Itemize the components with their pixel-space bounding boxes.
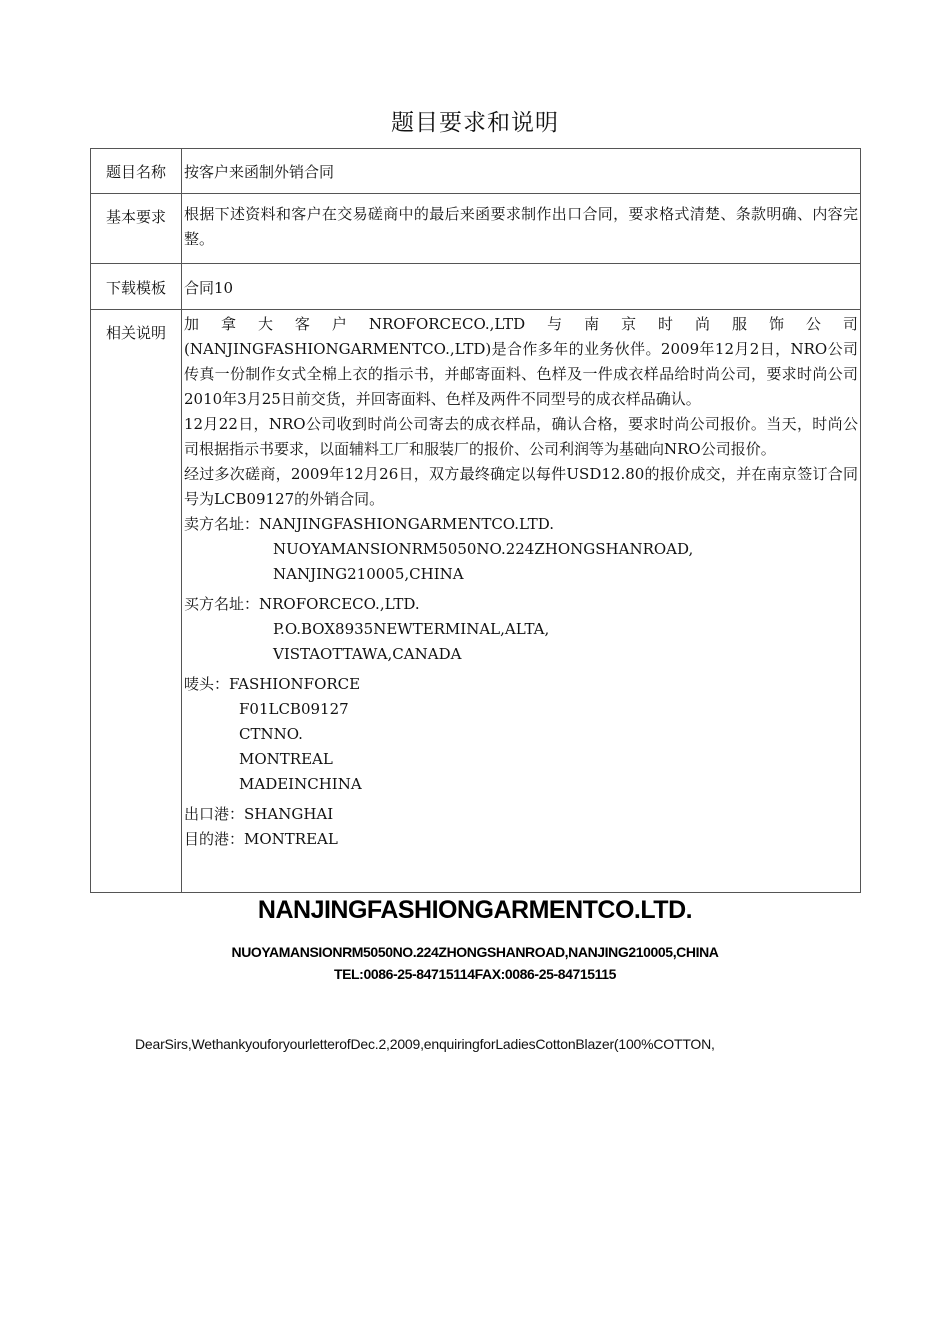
row-label xyxy=(91,310,182,893)
marks-block xyxy=(184,672,858,797)
intro-token: NROFORCECO.,LTD xyxy=(368,315,526,333)
buyer-label: 买方名址： xyxy=(184,595,260,613)
intro-token: 南 xyxy=(584,315,600,333)
letter-greeting: DearSirs,WethankyouforyourletterofDec.2,2009,enquiringforLadiesCottonBlazer(100%COTTON, xyxy=(135,1036,715,1052)
intro-token: 公 xyxy=(805,315,821,333)
label-text: 基本要求 xyxy=(105,208,166,226)
marks-line: FASHIONFORCE xyxy=(229,675,361,693)
letterhead-contact: TEL:0086-25-84715114FAX:0086-25-84715115 xyxy=(333,966,617,982)
row-label xyxy=(91,194,182,263)
letterhead-address: NUOYAMANSIONRM5050NO.224ZHONGSHANROAD,NANJING210005,CHINA xyxy=(231,944,719,960)
seller-label: 卖方名址： xyxy=(184,515,260,533)
requirements-table xyxy=(90,148,861,893)
value-text: 按客户来函制外销合同 xyxy=(184,163,335,181)
letterhead-company: NANJINGFASHIONGARMENTCO.LTD. xyxy=(257,896,693,924)
table-row-title xyxy=(91,149,860,194)
buyer-line: NROFORCECO.,LTD. xyxy=(259,595,420,613)
seller-line: NANJING210005,CHINA xyxy=(273,565,464,583)
intro-token: 大 xyxy=(257,315,273,333)
port-dest-label: 目的港： xyxy=(184,830,245,848)
ports-block xyxy=(184,802,858,852)
seller-line: NANJINGFASHIONGARMENTCO.LTD. xyxy=(259,515,554,533)
intro-token: 户 xyxy=(331,315,347,333)
intro-token: 加 xyxy=(184,315,200,333)
intro-token: 尚 xyxy=(695,315,711,333)
page-title: 题目要求和说明 xyxy=(391,110,559,136)
port-dest-value: MONTREAL xyxy=(244,830,338,848)
row-label xyxy=(91,264,182,309)
label-text: 相关说明 xyxy=(105,324,166,342)
marks-line: MADEINCHINA xyxy=(239,775,362,793)
port-load-value: SHANGHAI xyxy=(244,805,334,823)
notes-paragraph-3: 经过多次磋商，2009年12月26日，双方最终确定以每件USD12.80的报价成交，并在南京签订合同号为LCB09127的外销合同。 xyxy=(184,465,858,508)
table-row-requirement xyxy=(91,194,860,264)
row-label xyxy=(91,149,182,193)
notes-content xyxy=(182,312,860,852)
port-load-label: 出口港： xyxy=(184,805,245,823)
marks-line: MONTREAL xyxy=(239,750,333,768)
value-text: 根据下述资料和客户在交易磋商中的最后来函要求制作出口合同，要求格式清楚、条款明确、内容完整。 xyxy=(184,205,858,248)
intro-token: 司 xyxy=(842,315,858,333)
label-text: 题目名称 xyxy=(105,163,166,181)
seller-block xyxy=(184,512,858,587)
intro-token: 与 xyxy=(547,315,563,333)
seller-line: NUOYAMANSIONRM5050NO.224ZHONGSHANROAD, xyxy=(273,540,694,558)
notes-paragraph-1: (NANJINGFASHIONGARMENTCO.,LTD)是合作多年的业务伙伴。2009年12月2日，NRO公司传真一份制作女式全棉上衣的指示书，并邮寄面料、色样及一件成衣样品给时尚公司，要求时尚公司2010年3月25日前交货，并回寄面料、色样及两件不同型号的成衣样品确认。 xyxy=(184,340,858,408)
intro-token: 拿 xyxy=(220,315,236,333)
intro-token: 时 xyxy=(658,315,674,333)
marks-label: 唛头： xyxy=(184,675,230,693)
table-row-template xyxy=(91,264,860,310)
buyer-line: P.O.BOX8935NEWTERMINAL,ALTA, xyxy=(273,620,550,638)
template-link[interactable]: 合同10 xyxy=(184,279,234,297)
notes-intro-line xyxy=(184,312,858,337)
intro-token: 客 xyxy=(294,315,310,333)
buyer-block xyxy=(184,592,858,667)
table-row-notes xyxy=(91,310,860,893)
buyer-line: VISTAOTTAWA,CANADA xyxy=(273,645,462,663)
intro-token: 京 xyxy=(621,315,637,333)
marks-line: F01LCB09127 xyxy=(239,700,349,718)
marks-line: CTNNO. xyxy=(239,725,303,743)
notes-paragraph-2: 12月22日，NRO公司收到时尚公司寄去的成衣样品，确认合格，要求时尚公司报价。当天，时尚公司根据指示书要求，以面辅料工厂和服装厂的报价、公司利润等为基础向NRO公司报价。 xyxy=(184,415,858,458)
label-text: 下载模板 xyxy=(105,279,166,297)
intro-token: 服 xyxy=(731,315,747,333)
intro-token: 饰 xyxy=(768,315,784,333)
